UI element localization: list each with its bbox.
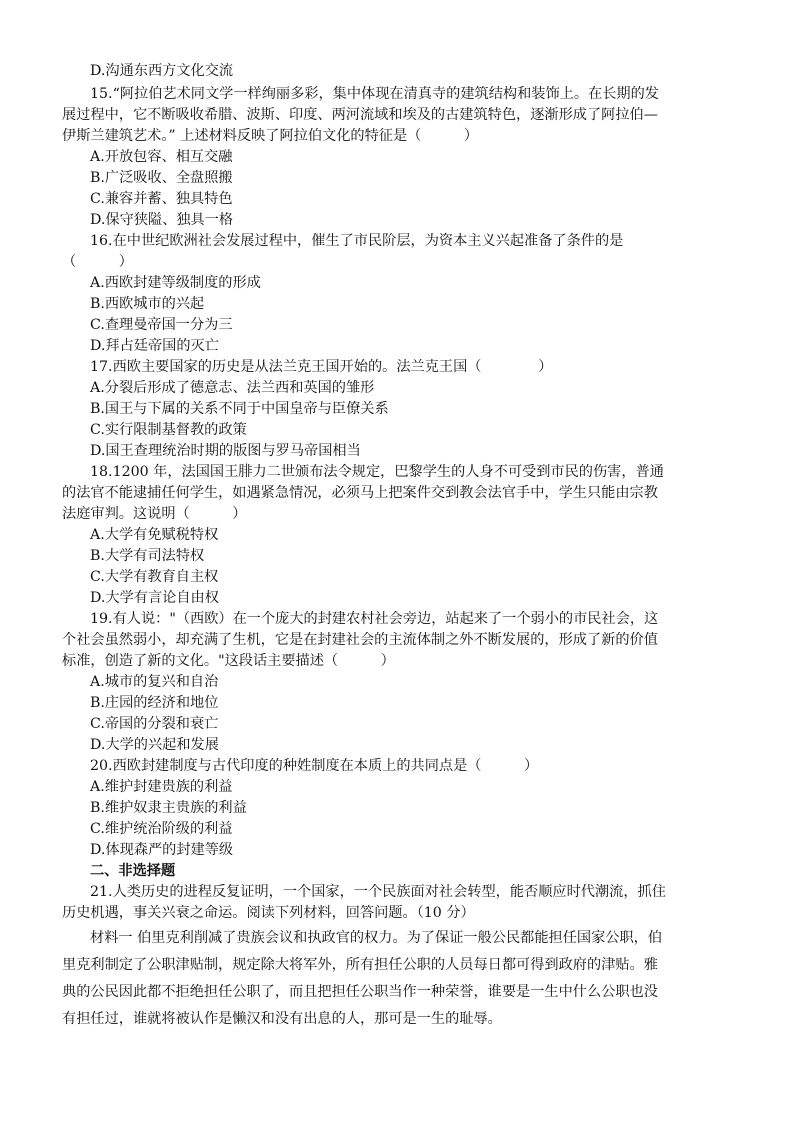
q16-stem-line2: （ ） bbox=[62, 254, 133, 270]
q18-option-a: A.大学有免赋税特权 bbox=[90, 527, 219, 543]
material1-line4: 有担任过，谁就将被认作是懒汉和没有出息的人，那可是一生的耻辱。 bbox=[62, 1011, 502, 1027]
q18-stem-line1: 18.1200 年，法国国王腓力二世颁布法令规定，巴黎学生的人身不可受到市民的伤害，普通 bbox=[90, 464, 664, 480]
q21-stem-line2: 历史机遇，事关兴衰之命运。阅读下列材料，回答问题。（10 分） bbox=[62, 905, 475, 921]
q16-option-c: C.查理曼帝国一分为三 bbox=[90, 317, 233, 333]
q20-option-b: B.维护奴隶主贵族的利益 bbox=[90, 800, 247, 816]
q19-option-b: B.庄园的经济和地位 bbox=[90, 695, 219, 711]
q16-stem-line1: 16.在中世纪欧洲社会发展过程中，催生了市民阶层，为资本主义兴起准备了条件的是 bbox=[90, 233, 624, 249]
q17-option-b: B.国王与下属的关系不同于中国皇帝与臣僚关系 bbox=[90, 401, 389, 417]
q15-stem-line1: 15.“阿拉伯艺术同文学一样绚丽多彩，集中体现在清真寺的建筑结构和装饰上。在长期的发 bbox=[90, 86, 659, 102]
q17-option-c: C.实行限制基督教的政策 bbox=[90, 422, 247, 438]
q16-option-a: A.西欧封建等级制度的形成 bbox=[90, 275, 261, 291]
q20-option-a: A.维护封建贵族的利益 bbox=[90, 779, 233, 795]
q14-option-d: D.沟通东西方文化交流 bbox=[90, 63, 234, 79]
q19-stem-line2: 个社会虽然弱小，却充满了生机，它是在封建社会的主流体制之外不断发展的，形成了新的价值 bbox=[62, 632, 658, 648]
material1-line2: 里克利制定了公职津贴制，规定除大将军外，所有担任公职的人员每日都可得到政府的津贴。雅 bbox=[62, 957, 658, 973]
q16-option-d: D.拜占廷帝国的灭亡 bbox=[90, 338, 219, 354]
section-heading: 二、非选择题 bbox=[90, 863, 176, 879]
q20-stem-line1: 20.西欧封建制度与古代印度的种姓制度在本质上的共同点是（ ） bbox=[90, 758, 539, 774]
q15-option-d: D.保守狭隘、独具一格 bbox=[90, 212, 234, 228]
q17-stem-line1: 17.西欧主要国家的历史是从法兰克王国开始的。法兰克王国（ ） bbox=[90, 359, 553, 375]
q15-stem-line2: 展过程中，它不断吸收希腊、波斯、印度、两河流域和埃及的古建筑特色，逐渐形成了阿拉伯— bbox=[62, 107, 658, 123]
q15-stem-line3: 伊斯兰建筑艺术。” 上述材料反映了阿拉伯文化的特征是（ ） bbox=[62, 128, 479, 144]
q19-option-d: D.大学的兴起和发展 bbox=[90, 737, 219, 753]
q17-option-a: A.分裂后形成了德意志、法兰西和英国的雏形 bbox=[90, 380, 375, 396]
material1-line3: 典的公民因此都不拒绝担任公职了，而且把担任公职当作一种荣誉，谁要是一生中什么公职也没 bbox=[62, 984, 658, 1000]
q21-stem-line1: 21.人类历史的进程反复证明，一个国家，一个民族面对社会转型，能否顺应时代潮流，抓住 bbox=[90, 884, 666, 900]
q18-option-d: D.大学有言论自由权 bbox=[90, 590, 219, 606]
q19-stem-line3: 标准，创造了新的文化。"这段话主要描述（ ） bbox=[62, 653, 395, 669]
q19-stem-line1: 19.有人说："（西欧）在一个庞大的封建农村社会旁边，站起来了一个弱小的市民社会，这 bbox=[90, 611, 659, 627]
q19-option-a: A.城市的复兴和自治 bbox=[90, 674, 219, 690]
material1-line1: 材料一 伯里克利削减了贵族会议和执政官的权力。为了保证一般公民都能担任国家公职，伯 bbox=[90, 930, 663, 946]
q15-option-a: A.开放包容、相互交融 bbox=[90, 149, 233, 165]
q20-option-c: C.维护统治阶级的利益 bbox=[90, 821, 233, 837]
q16-option-b: B.西欧城市的兴起 bbox=[90, 296, 205, 312]
q15-option-c: C.兼容并蓄、独具特色 bbox=[90, 191, 233, 207]
q18-option-b: B.大学有司法特权 bbox=[90, 548, 205, 564]
q19-option-c: C.帝国的分裂和衰亡 bbox=[90, 716, 219, 732]
q18-option-c: C.大学有教育自主权 bbox=[90, 569, 219, 585]
q20-option-d: D.体现森严的封建等级 bbox=[90, 842, 234, 858]
q15-option-b: B.广泛吸收、全盘照搬 bbox=[90, 170, 233, 186]
q18-stem-line3: 法庭审判。这说明（ ） bbox=[62, 506, 247, 522]
q18-stem-line2: 的法官不能逮捕任何学生，如遇紧急情况，必须马上把案件交到教会法官手中，学生只能由宗教 bbox=[62, 485, 658, 501]
q17-option-d: D.国王查理统治时期的版图与罗马帝国相当 bbox=[90, 443, 361, 459]
